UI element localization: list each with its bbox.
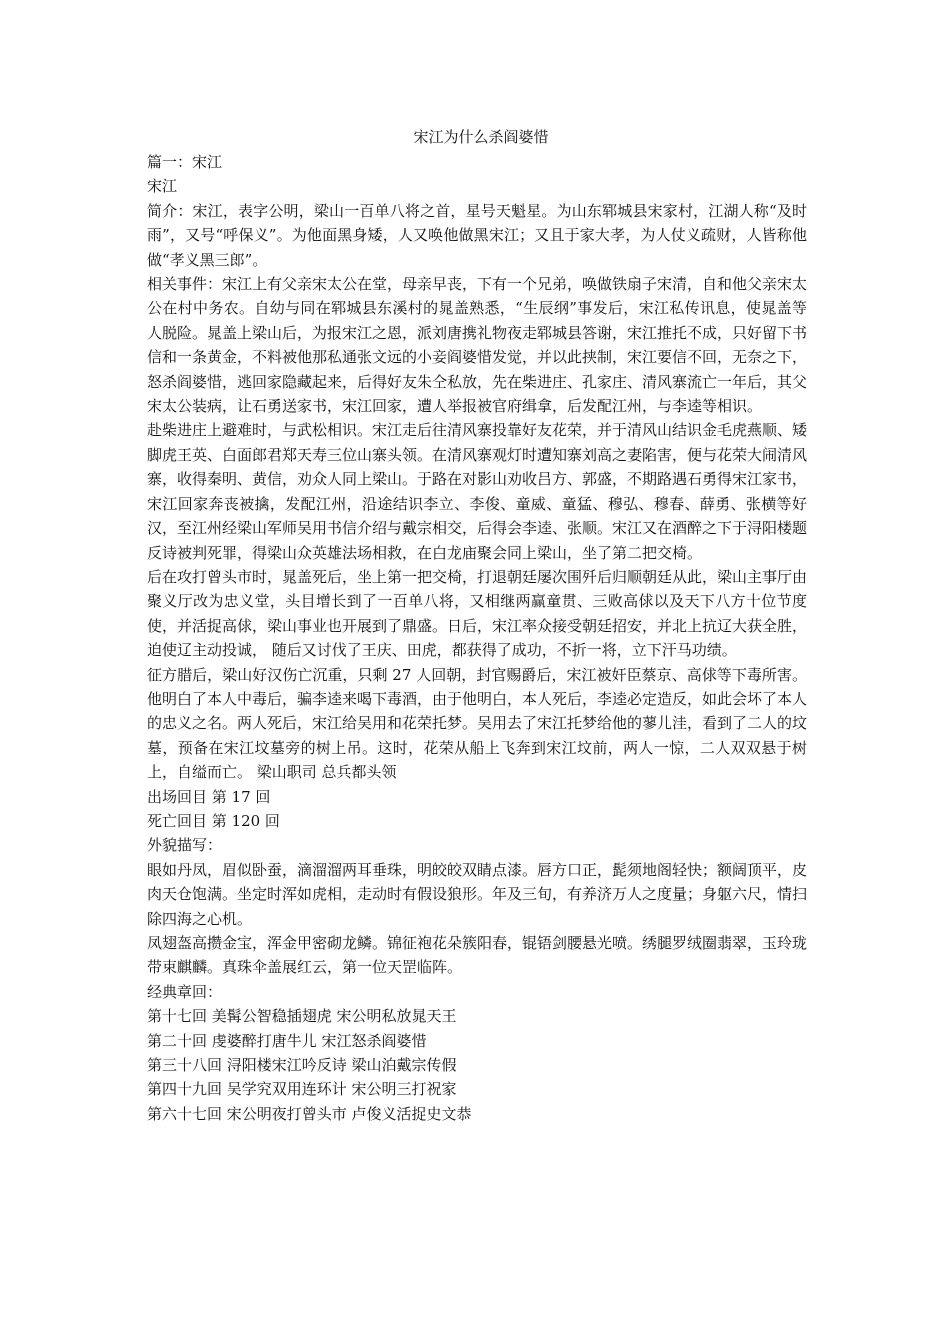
chapter-item: 第六十七回 宋公明夜打曾头市 卢俊义活捉史文恭 (147, 1104, 472, 1123)
story-paragraph-2: 赴柴进庄上避难时，与武松相识。宋江走后往清风寨投靠好友花荣，并于清风山结识金毛虎燕顺、矮脚虎王英、白面郎君郑天寿三位山寨头领。在清风寨观灯时遭知寨刘高之妻陷害，便与花荣大闹清风寨，收得秦明、黄信，劝众人同上梁山。于路在对影山劝收吕方、郭盛，不期路遇石勇得宋江家书，宋江回家奔丧被擒，发配江州，沿途结识李立、李俊、童威、童猛、穆弘、穆春、薛勇、张横等好汉，至江州经梁山军师吴用书信介绍与戴宗相交，后得会李逵、张顺。宋江又在酒醉之下于浔阳楼题反诗被判死罪，得梁山众英雄法场相救，在白龙庙聚会同上梁山，坐了第二把交椅。 (147, 421, 808, 562)
story-paragraph-4: 征方腊后，梁山好汉伤亡沉重，只剩 27 人回朝，封官赐爵后，宋江被奸臣蔡京、高俅等下毒所害。他明白了本人中毒后，骗李逵来喝下毒酒，由于他明白，本人死后，李逵必定造反，如此会坏了本人的忠义之名。两人死后，宋江给吴用和花荣托梦。吴用去了宋江托梦给他的蓼儿洼，看到了二人的坟墓，预备在宋江坟墓旁的树上吊。这时，花荣从船上飞奔到宋江坟前，两人一惊，二人双双悬于树上，自缢而亡。 梁山职司 总兵都头领 (147, 665, 808, 782)
name-line: 宋江 (147, 177, 178, 196)
appearance-paragraph-1: 眼如丹凤，眉似卧蚕，滴溜溜两耳垂珠，明皎皎双睛点漆。唇方口正，髭须地阁轻快；额阔顶平，皮肉天仓饱满。坐定时浑如虎相，走动时有假设狼形。年及三旬，有养济万人之度量；身躯六尺，情扫除四海之心机。 (147, 860, 808, 928)
section-heading: 篇一：宋江 (147, 153, 223, 171)
death-chapter: 死亡回目 第 120 回 (147, 811, 280, 830)
appearance-heading: 外貌描写： (147, 836, 223, 855)
appearance-paragraph-2: 凤翅盔高攒金宝，浑金甲密砌龙鳞。锦征袍花朵簇阳春，锟铻剑腰悬光喷。绣腿罗绒圈翡翠，玉玲珑带束麒麟。真珠伞盖展红云，第一位天罡临阵。 (147, 934, 808, 977)
debut-chapter: 出场回目 第 17 回 (147, 787, 271, 806)
document-page (147, 124, 807, 1126)
chapter-item: 第四十九回 吴学究双用连环计 宋公明三打祝家 (147, 1080, 457, 1099)
story-paragraph-3: 后在攻打曾头市时，晁盖死后，坐上第一把交椅，打退朝廷屡次围歼后归顺朝廷从此，梁山主事厅由聚义厅改为忠义堂，头目增长到了一百单八将，又相继两赢童贯、三败高俅以及天下八方十位节度使，并活捉高俅，梁山事业也开展到了鼎盛。日后，宋江率众接受朝廷招安，并北上抗辽大获全胜，迫使辽主动投诚， 随后又讨伐了王庆、田虎，都获得了成功，不折一将，立下汗马功绩。 (147, 567, 808, 660)
document-title: 宋江为什么杀阎婆惜 (413, 128, 549, 146)
chapter-item: 第三十八回 浔阳楼宋江吟反诗 梁山泊戴宗传假 (147, 1056, 457, 1075)
intro-paragraph: 简介：宋江，表字公明，梁山一百单八将之首，星号天魁星。为山东郓城县宋家村，江湖人称“及时雨”，又号“呼保义”。为他面黑身矮，人又唤他做黑宋江；又且于家大孝，为人仗义疏财，人皆称他做“孝义黑三郎”。 (147, 201, 807, 269)
chapter-item: 第十七回 美髯公智稳插翅虎 宋公明私放晁天王 (147, 1007, 457, 1026)
chapters-heading: 经典章回： (147, 982, 223, 1001)
chapter-item: 第二十回 虔婆醉打唐牛儿 宋江怒杀阎婆惜 (147, 1031, 427, 1050)
events-paragraph: 相关事件：宋江上有父亲宋太公在堂，母亲早丧，下有一个兄弟，唤做铁扇子宋清，自和他父亲宋太公在村中务农。自幼与同在郓城县东溪村的晁盖熟悉，“生辰纲”事发后，宋江私传讯息，使晁盖等人脱险。晁盖上梁山后，为报宋江之恩，派刘唐携礼物夜走郓城县答谢，宋江推托不成，只好留下书信和一条黄金，不料被他那私通张文远的小妾阎婆惜发觉，并以此挟制，宋江要信不回，无奈之下，怒杀阎婆惜，逃回家隐藏起来，后得好友朱仝私放，先在柴进庄、孔家庄、清风寨流亡一年后，其父宋太公装病，让石勇送家书，宋江回家，遭人举报被官府缉拿，后发配江州，与李逵等相识。 (147, 275, 808, 416)
